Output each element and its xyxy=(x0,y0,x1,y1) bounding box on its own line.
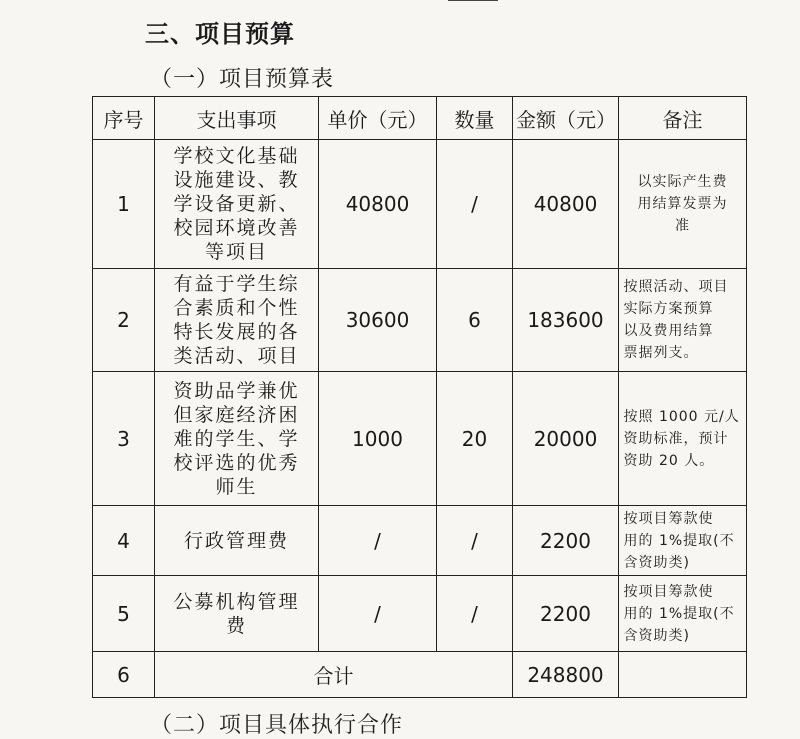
item-line: 校园环境改善 xyxy=(173,217,300,239)
item-line: 学校文化基础 xyxy=(173,145,300,167)
total-row xyxy=(93,652,747,698)
next-section-title-cut: （二）项目具体执行合作 xyxy=(150,713,404,738)
cell-unit-price: 30600 xyxy=(319,269,437,372)
header-row xyxy=(93,97,747,140)
cell-quantity: 20 xyxy=(437,372,513,506)
cell-item xyxy=(155,576,319,652)
cell-item xyxy=(155,506,319,576)
item-line: 师生 xyxy=(215,475,258,498)
cell-index: 5 xyxy=(93,576,155,652)
item-line: 校评选的优秀 xyxy=(173,451,300,474)
table-row xyxy=(93,140,747,269)
cell-note xyxy=(619,506,747,576)
note-line: 按项目筹款使 xyxy=(623,510,714,527)
note-line: 用结算发票为 xyxy=(637,196,728,212)
cell-quantity: / xyxy=(437,140,513,269)
item-line: 类活动、项目 xyxy=(173,345,300,367)
note-text xyxy=(624,406,742,472)
header-unit-price: 单价（元） xyxy=(319,97,437,140)
note-line: 以实际产生费 xyxy=(637,174,728,190)
cell-note xyxy=(619,372,747,506)
header-item: 支出事项 xyxy=(155,97,319,140)
item-line: 学设备更新、 xyxy=(173,193,300,215)
cell-note xyxy=(619,576,747,652)
header-amount: 金额（元） xyxy=(513,97,619,140)
cell-index: 1 xyxy=(93,140,155,269)
cell-amount: 40800 xyxy=(513,140,619,269)
item-line: 但家庭经济困 xyxy=(173,403,300,426)
item-line: 难的学生、学 xyxy=(173,427,300,450)
item-line: 费 xyxy=(225,614,247,637)
cell-note xyxy=(619,269,747,372)
total-label: 合计 xyxy=(155,652,513,698)
note-line: 按项目筹款使 xyxy=(623,583,714,600)
section-title: 三、项目预算 xyxy=(145,20,295,48)
page-edge-mark xyxy=(448,0,498,9)
item-line: 资助品学兼优 xyxy=(173,379,300,402)
note-text xyxy=(624,581,742,647)
note-line: 按照 1000 元/人 xyxy=(623,408,740,425)
item-line: 有益于学生综 xyxy=(173,273,300,295)
note-line: 按照活动、项目 xyxy=(623,279,729,295)
note-line: 票据列支。 xyxy=(623,345,699,361)
note-line: 准 xyxy=(675,218,690,234)
cell-amount: 2200 xyxy=(513,506,619,576)
note-line: 用的 1%提取(不 xyxy=(623,532,735,549)
total-amount: 248800 xyxy=(513,652,619,698)
cell-item xyxy=(155,269,319,372)
item-line: 特长发展的各 xyxy=(173,321,300,343)
note-line: 含资助类) xyxy=(623,554,690,571)
note-text xyxy=(624,508,742,574)
table-row xyxy=(93,372,747,506)
note-line: 以及费用结算 xyxy=(623,323,714,339)
table-row xyxy=(93,269,747,372)
cell-quantity: / xyxy=(437,576,513,652)
item-line: 合素质和个性 xyxy=(173,297,300,319)
cell-quantity: 6 xyxy=(437,269,513,372)
cell-item xyxy=(155,140,319,269)
cell-index: 3 xyxy=(93,372,155,506)
cell-unit-price: 1000 xyxy=(319,372,437,506)
note-text xyxy=(624,276,742,364)
header-note: 备注 xyxy=(619,97,747,140)
note-line: 资助 20 人。 xyxy=(623,452,715,469)
item-line: 等项目 xyxy=(204,241,268,263)
total-note xyxy=(619,652,747,698)
header-quantity: 数量 xyxy=(437,97,513,140)
cell-note xyxy=(619,140,747,269)
item-line: 设施建设、教 xyxy=(173,169,300,191)
cell-unit-price: / xyxy=(319,576,437,652)
table-row xyxy=(93,506,747,576)
cell-unit-price: 40800 xyxy=(319,140,437,269)
item-line: 行政管理费 xyxy=(183,529,289,552)
item-line: 公募机构管理 xyxy=(173,590,300,613)
cell-index: 2 xyxy=(93,269,155,372)
note-line: 用的 1%提取(不 xyxy=(623,605,735,622)
budget-table xyxy=(92,96,747,698)
cell-amount: 20000 xyxy=(513,372,619,506)
note-text xyxy=(624,171,742,237)
table-title: （一）项目预算表 xyxy=(150,67,335,92)
note-line: 含资助类) xyxy=(623,627,690,644)
table-row xyxy=(93,576,747,652)
cell-index: 4 xyxy=(93,506,155,576)
cell-amount: 183600 xyxy=(513,269,619,372)
cell-quantity: / xyxy=(437,506,513,576)
total-index: 6 xyxy=(93,652,155,698)
note-line: 资助标准，预计 xyxy=(623,430,729,447)
header-index: 序号 xyxy=(93,97,155,140)
cell-unit-price: / xyxy=(319,506,437,576)
note-line: 实际方案预算 xyxy=(623,301,714,317)
cell-item xyxy=(155,372,319,506)
cell-amount: 2200 xyxy=(513,576,619,652)
